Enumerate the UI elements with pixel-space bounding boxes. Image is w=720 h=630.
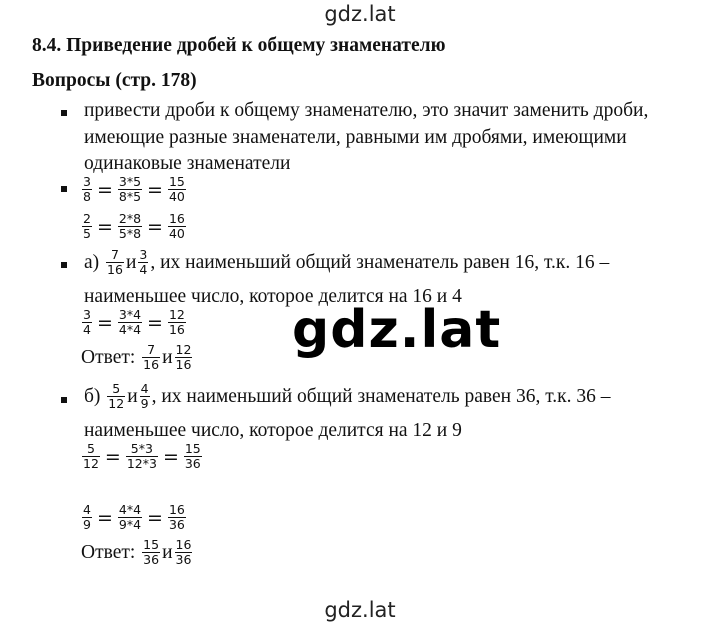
- fraction: $\frac{16}{36}$: [175, 537, 192, 567]
- item4-equation-2: $\frac{4}{9}$ = $\frac{4*4}{9*4}$ = $\frac{16}{36}$: [83, 502, 185, 532]
- fraction: $\frac{12}{16}$: [175, 342, 192, 372]
- watermark-top: gdz.lat: [324, 2, 396, 26]
- item4-answer: Ответ: $\frac{15}{36}$ и $\frac{16}{36}$: [81, 537, 192, 567]
- item3-line1: а) $\frac{7}{16}$ и $\frac{3}{4}$ , их наименьший общий знаменатель равен 16, т.к. 16 –: [84, 247, 610, 277]
- fraction: $\frac{15}{40}$: [168, 174, 185, 204]
- fraction: $\frac{3}{4}$: [139, 247, 148, 277]
- fraction: $\frac{15}{36}$: [184, 441, 201, 471]
- fraction: $\frac{4}{9}$: [83, 502, 91, 532]
- item2-equation-1: $\frac{3}{8}$ = $\frac{3*5}{8*5}$ = $\frac{15}{40}$: [83, 174, 185, 204]
- fraction: $\frac{2}{5}$: [83, 211, 91, 241]
- item3-line2: наименьшее число, которое делится на 16 и 4: [84, 286, 462, 307]
- item2-equation-2: $\frac{2}{5}$ = $\frac{2*8}{5*8}$ = $\frac{16}{40}$: [83, 211, 185, 241]
- fraction: $\frac{15}{36}$: [143, 537, 160, 567]
- watermark-bottom: gdz.lat: [324, 598, 396, 622]
- fraction: $\frac{5*3}{12*3}$: [126, 441, 157, 471]
- fraction: $\frac{16}{40}$: [168, 211, 185, 241]
- bullet-1: [61, 110, 67, 116]
- fraction: $\frac{2*8}{5*8}$: [118, 211, 142, 241]
- fraction: $\frac{3*4}{4*4}$: [118, 307, 142, 337]
- fraction: $\frac{16}{36}$: [168, 502, 185, 532]
- fraction: $\frac{4}{9}$: [140, 381, 149, 411]
- fraction: $\frac{3*5}{8*5}$: [118, 174, 142, 204]
- item4-line2: наименьшее число, которое делится на 12 и 9: [84, 420, 462, 441]
- section-title: 8.4. Приведение дробей к общему знаменателю: [32, 35, 446, 56]
- fraction: $\frac{5}{12}$: [83, 441, 99, 471]
- item1-line1: привести дроби к общему знаменателю, это значит заменить дроби,: [84, 100, 649, 121]
- bullet-4: [61, 397, 67, 403]
- fraction: $\frac{4*4}{9*4}$: [118, 502, 142, 532]
- fraction: $\frac{7}{16}$: [107, 247, 123, 277]
- bullet-3: [61, 262, 67, 268]
- fraction: $\frac{5}{12}$: [108, 381, 125, 411]
- item1-line3: одинаковые знаменатели: [84, 153, 291, 174]
- fraction: $\frac{3}{8}$: [83, 174, 91, 204]
- item3-answer: Ответ: $\frac{7}{16}$ и $\frac{12}{16}$: [81, 342, 192, 372]
- fraction: $\frac{3}{4}$: [83, 307, 91, 337]
- item3-equation: $\frac{3}{4}$ = $\frac{3*4}{4*4}$ = $\frac{12}{16}$: [83, 307, 185, 337]
- fraction: $\frac{7}{16}$: [143, 342, 160, 372]
- watermark-center: gdz.lat: [292, 300, 502, 360]
- fraction: $\frac{12}{16}$: [168, 307, 185, 337]
- item4-equation-1: $\frac{5}{12}$ = $\frac{5*3}{12*3}$ = $\frac{15}{36}$: [83, 441, 201, 471]
- bullet-2: [61, 186, 67, 192]
- questions-heading: Вопросы (стр. 178): [32, 70, 197, 91]
- item4-line1: б) $\frac{5}{12}$ и $\frac{4}{9}$ , их наименьший общий знаменатель равен 36, т.к. 36 –: [84, 381, 611, 411]
- item1-line2: имеющие разные знаменатели, равными им дробями, имеющими: [84, 127, 627, 148]
